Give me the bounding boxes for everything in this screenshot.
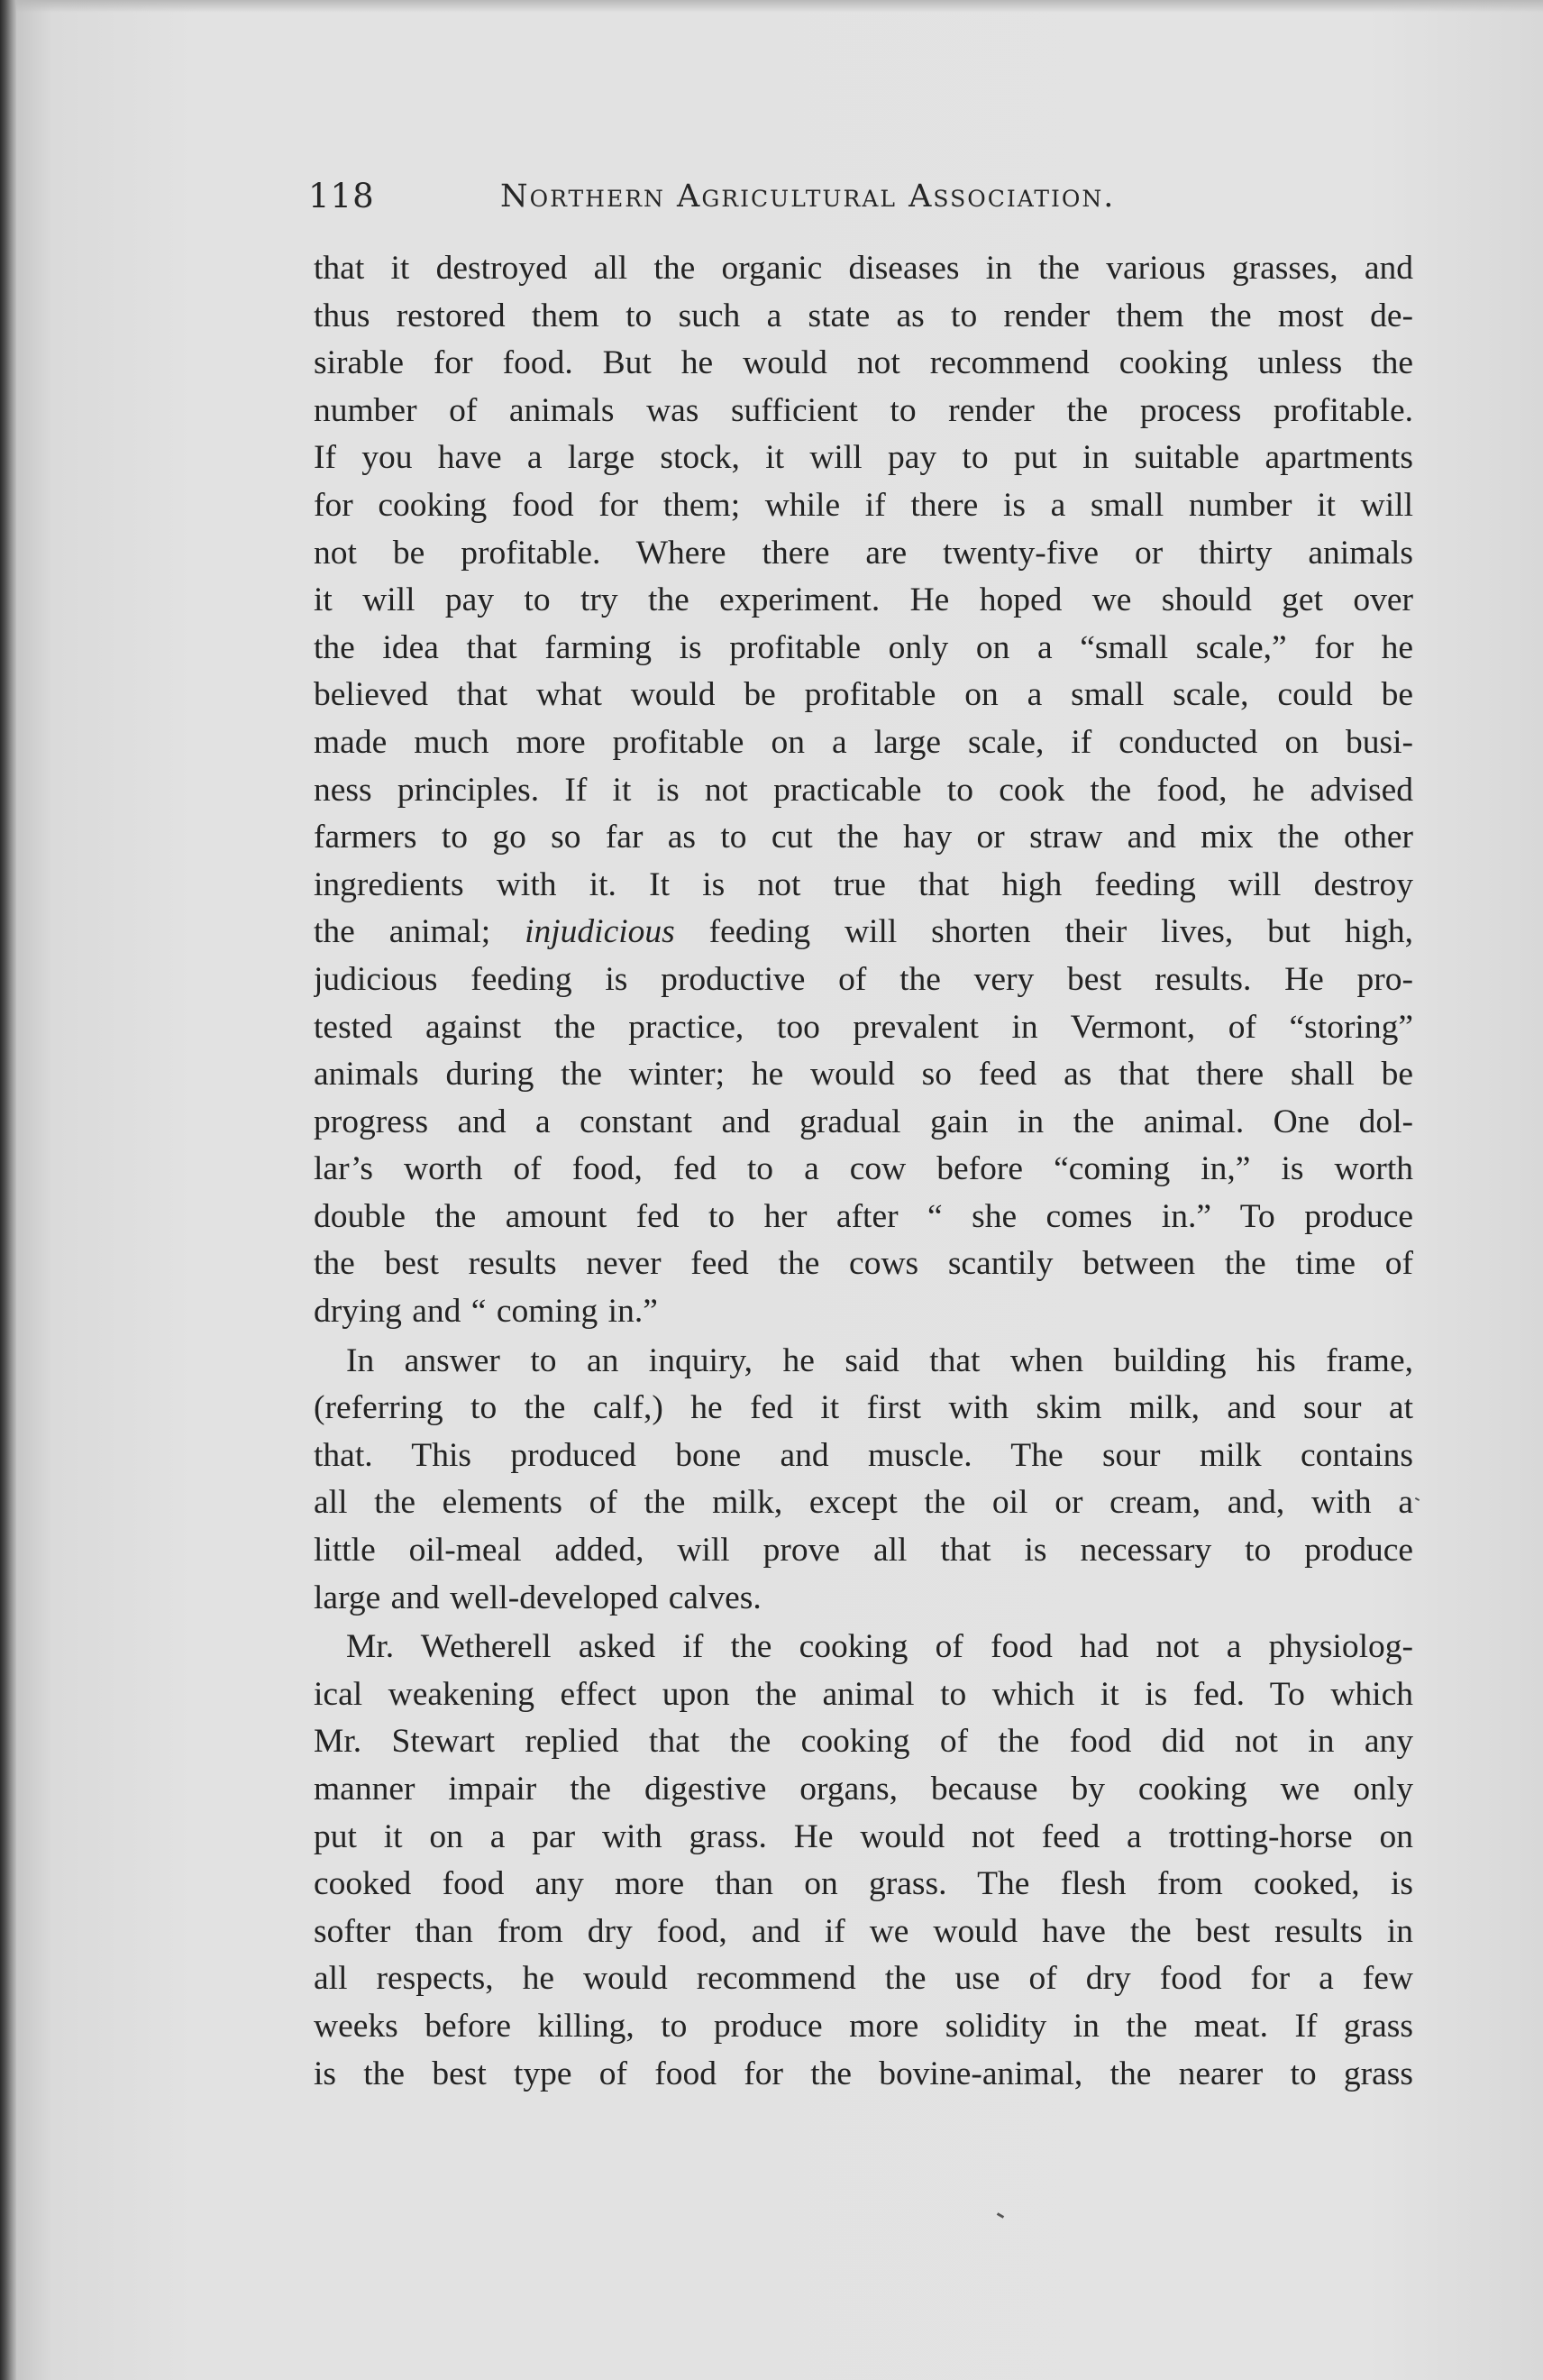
scan-binding-edge — [0, 0, 16, 2380]
text-line: progress and a constant and gradual gain in the animal. One dol- — [314, 1103, 1413, 1140]
text-line: Mr. Wetherell asked if the cooking of food had not a physiolog- — [346, 1628, 1413, 1666]
text-line: believed that what would be profitable on a small scale, could be — [314, 676, 1413, 714]
text-line: cooked food any more than on grass. The flesh from cooked, is — [314, 1865, 1413, 1903]
text-line: made much more profitable on a large scale, if conducted on busi- — [314, 723, 1413, 761]
text-line: that. This produced bone and muscle. The sour milk contains — [314, 1436, 1413, 1474]
text-line: all respects, he would recommend the use of dry food for a few — [314, 1960, 1413, 1998]
text-line: (referring to the calf,) he fed it first with skim milk, and sour at — [314, 1389, 1413, 1427]
text-line: not be profitable. Where there are twenty-five or thirty animals — [314, 534, 1413, 572]
text-line: tested against the practice, too prevalent in Vermont, of “storing” — [314, 1008, 1413, 1046]
text-line: Mr. Stewart replied that the cooking of the food did not in any — [314, 1723, 1413, 1761]
page-number: 118 — [308, 177, 375, 215]
text-line: for cooking food for them; while if there is a small number it will — [314, 486, 1413, 524]
text-line: ingredients with it. It is not true that high feeding will destroy — [314, 865, 1413, 903]
text-line: the idea that farming is profitable only on a “small scale,” for he — [314, 628, 1413, 666]
text-line: little oil-meal added, will prove all that is necessary to produce — [314, 1532, 1413, 1570]
page-header — [288, 177, 1199, 222]
text-line: is the best type of food for the bovine-animal, the nearer to grass — [314, 2055, 1413, 2092]
text-line-with-italic — [314, 909, 1413, 957]
text-segment: feeding will shorten their lives, but high, — [674, 913, 1413, 951]
text-line: that it destroyed all the organic diseases in the various grasses, and — [314, 250, 1413, 287]
text-line: all the elements of the milk, except the oil or cream, and, with a — [314, 1484, 1413, 1522]
text-line: double the amount fed to her after “ she comes in.” To produce — [314, 1197, 1413, 1235]
text-line: ness principles. If it is not practicable to cook the food, he advised — [314, 771, 1413, 809]
text-line: put it on a par with grass. He would not feed a trotting-horse on — [314, 1817, 1413, 1855]
text-line: farmers to go so far as to cut the hay or straw and mix the other — [314, 819, 1413, 856]
text-line: the best results never feed the cows scantily between the time of — [314, 1245, 1413, 1283]
text-line: weeks before killing, to produce more solidity in the meat. If grass — [314, 2007, 1413, 2045]
text-line: judicious feeding is productive of the very best results. He pro- — [314, 960, 1413, 998]
text-line: lar’s worth of food, fed to a cow before “coming in,” is worth — [314, 1150, 1413, 1188]
text-line: If you have a large stock, it will pay to put in suitable apartments — [314, 439, 1413, 477]
text-line: thus restored them to such a state as to render them the most de- — [314, 297, 1413, 334]
text-line: In answer to an inquiry, he said that when building his frame, — [346, 1341, 1413, 1379]
text-segment: the animal; — [314, 913, 525, 951]
text-line: drying and “ coming in.” — [314, 1293, 658, 1331]
text-line: sirable for food. But he would not recommend cooking unless the — [314, 344, 1413, 382]
text-line: it will pay to try the experiment. He hoped we should get over — [314, 581, 1413, 619]
text-line: number of animals was sufficient to render the process profitable. — [314, 391, 1413, 429]
italic-word: injudicious — [525, 913, 675, 951]
text-line: softer than from dry food, and if we would have the best results in — [314, 1912, 1413, 1950]
page-top-shadow — [16, 0, 1543, 13]
body-text — [314, 245, 1413, 2098]
text-line: large and well-developed calves. — [314, 1579, 762, 1616]
text-line: ical weakening effect upon the animal to which it is fed. To which — [314, 1675, 1413, 1713]
text-line: animals during the winter; he would so feed as that there shall be — [314, 1056, 1413, 1094]
text-line: manner impair the digestive organs, because by cooking we only — [314, 1771, 1413, 1808]
running-title: Northern Agricultural Association. — [500, 178, 1116, 215]
